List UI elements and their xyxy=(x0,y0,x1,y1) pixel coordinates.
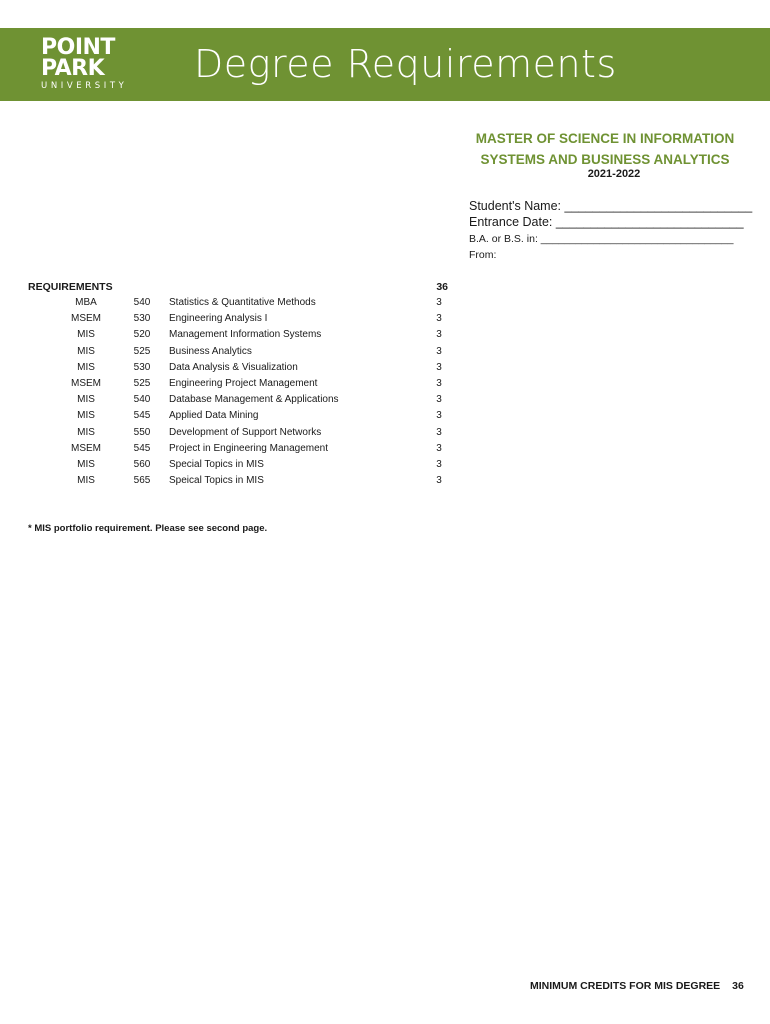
course-dept: MBA xyxy=(75,297,97,308)
minimum-credits-footer xyxy=(530,980,744,992)
course-credits: 3 xyxy=(436,426,442,438)
course-dept: MIS xyxy=(77,426,95,438)
course-dept: MIS xyxy=(77,459,95,470)
course-title: Applied Data Mining xyxy=(169,410,259,422)
entrance-date-field: Entrance Date: ___________________________ xyxy=(469,215,744,229)
course-row xyxy=(0,475,460,491)
course-dept: MIS xyxy=(77,394,95,406)
course-number: 565 xyxy=(133,475,151,487)
course-title: Management Information Systems xyxy=(169,329,322,341)
course-number: 560 xyxy=(133,459,151,470)
course-number: 530 xyxy=(133,313,151,325)
course-dept: MIS xyxy=(77,345,95,357)
course-number: 525 xyxy=(133,345,151,357)
logo-line-1: POINT xyxy=(41,35,115,60)
course-title: Engineering Project Management xyxy=(169,378,318,389)
course-credits: 3 xyxy=(436,442,442,454)
course-title: Special Topics in MIS xyxy=(169,459,264,470)
from-field: From: xyxy=(469,249,497,261)
course-credits: 3 xyxy=(436,394,442,406)
course-number: 520 xyxy=(133,329,151,341)
course-number: 545 xyxy=(133,442,151,454)
course-title: Statistics & Quantitative Methods xyxy=(169,297,316,308)
course-number: 545 xyxy=(133,410,151,422)
course-title: Data Analysis & Visualization xyxy=(169,361,298,373)
course-dept: MIS xyxy=(77,361,95,373)
minimum-credits-value: 36 xyxy=(732,980,744,992)
course-row xyxy=(0,427,460,443)
course-row xyxy=(0,410,460,426)
program-title xyxy=(450,128,760,170)
course-number: 530 xyxy=(133,361,151,373)
course-row xyxy=(0,378,460,394)
prior-degree-field: B.A. or B.S. in: _________________________________ xyxy=(469,233,734,245)
course-credits: 3 xyxy=(436,459,442,470)
course-number: 540 xyxy=(133,297,151,308)
course-credits: 3 xyxy=(436,378,442,389)
course-row xyxy=(0,459,460,475)
requirements-total: 36 xyxy=(436,281,448,293)
course-row xyxy=(0,346,460,362)
course-credits: 3 xyxy=(436,345,442,357)
course-number: 540 xyxy=(133,394,151,406)
program-title-line-2: SYSTEMS AND BUSINESS ANALYTICS xyxy=(480,152,730,167)
course-row xyxy=(0,443,460,459)
course-title: Engineering Analysis I xyxy=(169,313,268,325)
course-credits: 3 xyxy=(436,313,442,325)
university-logo xyxy=(41,37,127,91)
student-name-field: Student's Name: ___________________________ xyxy=(469,199,753,213)
course-credits: 3 xyxy=(436,361,442,373)
page-title: Degree Requirements xyxy=(194,42,617,86)
course-row xyxy=(0,329,460,345)
course-credits: 3 xyxy=(436,329,442,341)
course-dept: MIS xyxy=(77,475,95,487)
course-title: Speical Topics in MIS xyxy=(169,475,264,487)
course-row xyxy=(0,394,460,410)
course-dept: MIS xyxy=(77,329,95,341)
course-title: Database Management & Applications xyxy=(169,394,339,406)
course-credits: 3 xyxy=(436,475,442,487)
course-number: 550 xyxy=(133,426,151,438)
course-dept: MSEM xyxy=(71,442,101,454)
course-title: Development of Support Networks xyxy=(169,426,322,438)
course-number: 525 xyxy=(133,378,151,389)
course-credits: 3 xyxy=(436,297,442,308)
logo-line-2: PARK xyxy=(41,56,105,81)
course-row xyxy=(0,297,460,313)
portfolio-note: * MIS portfolio requirement. Please see second page. xyxy=(28,523,268,534)
course-title: Project in Engineering Management xyxy=(169,442,328,454)
header-banner xyxy=(0,28,770,101)
logo-line-3: UNIVERSITY xyxy=(41,81,128,91)
course-title: Business Analytics xyxy=(169,345,252,357)
minimum-credits-label: MINIMUM CREDITS FOR MIS DEGREE xyxy=(530,980,721,992)
course-credits: 3 xyxy=(436,410,442,422)
program-title-line-1: MASTER OF SCIENCE IN INFORMATION xyxy=(475,131,735,146)
course-dept: MIS xyxy=(77,410,95,422)
academic-year: 2021-2022 xyxy=(587,168,641,180)
course-dept: MSEM xyxy=(71,313,101,325)
course-row xyxy=(0,362,460,378)
course-dept: MSEM xyxy=(71,378,101,389)
requirements-heading: REQUIREMENTS xyxy=(28,281,113,293)
course-row xyxy=(0,313,460,329)
